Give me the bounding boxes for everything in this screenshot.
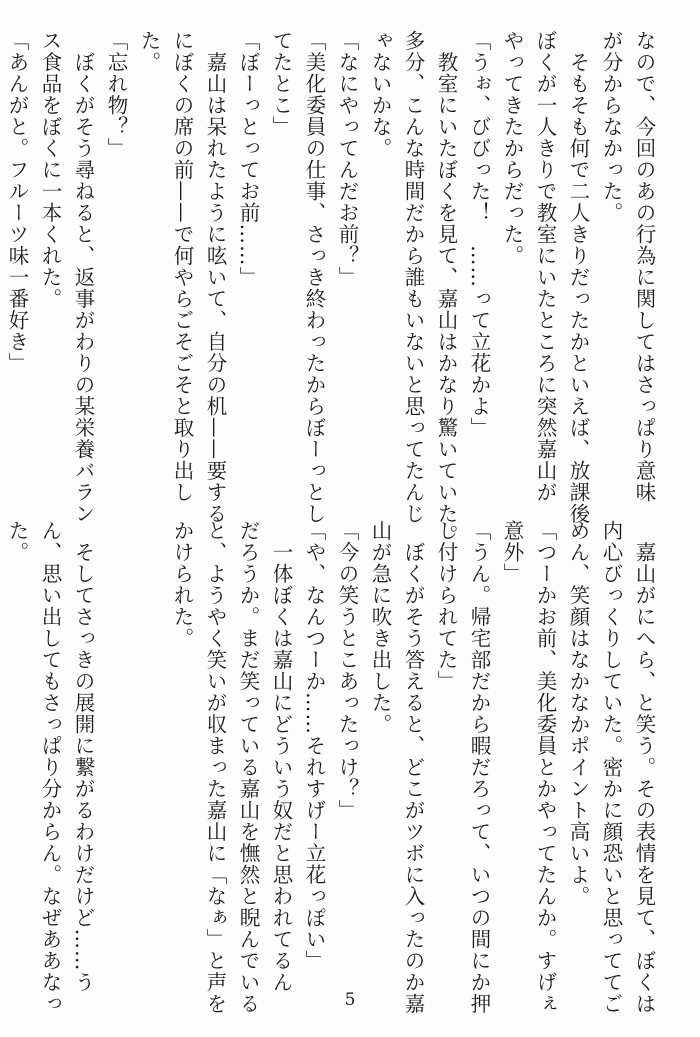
text-line: なので、今回のあの行為に関してはさっぱり意味 xyxy=(632,30,656,503)
text-line: 「忘れ物？」 xyxy=(104,30,128,159)
text-line: 「あんがと。フルーツ味一番好き」 xyxy=(5,30,29,374)
text-line: 「なにやってんだお前？」 xyxy=(335,30,359,288)
text-block-bottom xyxy=(0,520,660,1015)
text-line: た。 xyxy=(137,30,161,73)
text-line: ぼくがそう答えると、どこがツボに入ったのか嘉 xyxy=(401,520,425,1015)
text-line: 意外」 xyxy=(500,520,524,585)
text-line: ぼくが一人きりで教室にいたところに突然嘉山が xyxy=(533,30,557,503)
text-line: が分からなかった。 xyxy=(599,30,623,224)
text-line: 嘉山は呆れたように呟いて、自分の机——要する xyxy=(203,30,227,525)
text-line: てたとこ」 xyxy=(269,30,293,138)
text-line: 一体ぼくは嘉山にどういう奴だと思われてるん xyxy=(269,520,293,993)
text-line: にぼくの席の前——で何やらごそごそと取り出し xyxy=(170,30,194,503)
text-line: 多分、こんな時間だから誰もいないと思ってたんじ xyxy=(401,30,425,525)
text-line: ん、思い出してもさっぱり分からん。なぜああなっ xyxy=(38,520,62,1015)
text-line: し付けられてた」 xyxy=(434,520,458,692)
text-line: めん、笑顔はなかなかポイント高いよ。 xyxy=(566,520,590,907)
text-line: た。 xyxy=(5,520,29,563)
text-line: 山が急に吹き出した。 xyxy=(368,520,392,735)
text-line: そもそも何で二人きりだったかといえば、放課後 xyxy=(566,30,590,525)
text-line: かけられた。 xyxy=(170,520,194,649)
text-block-top xyxy=(0,30,660,546)
text-line: 「うん。帰宅部だから暇だろって、いつの間にか押 xyxy=(467,520,491,1015)
text-line: 「ぼーっとってお前……」 xyxy=(236,30,260,288)
text-line: 嘉山がにへら、と笑う。その表情を見て、ぼくは xyxy=(632,520,656,1015)
text-line: 内心びっくりしていた。密かに顔恐いと思っててご xyxy=(599,520,623,1015)
page-number: 5 xyxy=(344,990,356,1010)
text-line xyxy=(132,520,165,950)
text-line: そしてさっきの展開に繋がるわけだけど……う xyxy=(71,520,95,993)
text-line: ぼくがそう尋ねると、返事がわりの某栄養バラン xyxy=(71,30,95,525)
text-line: 教室にいたぼくを見て、嘉山はかなり驚いていた。 xyxy=(434,30,458,546)
text-line: ス食品をぼくに一本くれた。 xyxy=(38,30,62,310)
text-line: 「美化委員の仕事、さっき終わったからぼーっとし xyxy=(302,30,326,525)
text-line xyxy=(99,520,132,950)
text-line: だろうか。まだ笑っている嘉山を憮然と睨んでいる xyxy=(236,520,260,1015)
text-line: 「うぉ、びびった！ ……って立花かよ」 xyxy=(467,30,491,439)
text-line: 「今の笑うとこあったっけ？」 xyxy=(335,520,359,821)
text-line: やってきたからだった。 xyxy=(500,30,524,267)
text-line: 「や、なんつーか……それすげー立花っぽい」 xyxy=(302,520,326,972)
text-line: 「つーかお前、美化委員とかやってたんか。すげぇ xyxy=(533,520,557,1015)
text-line: ゃないかな。 xyxy=(368,30,392,159)
text-line: と、ようやく笑いが収まった嘉山に「なぁ」と声を xyxy=(203,520,227,1015)
